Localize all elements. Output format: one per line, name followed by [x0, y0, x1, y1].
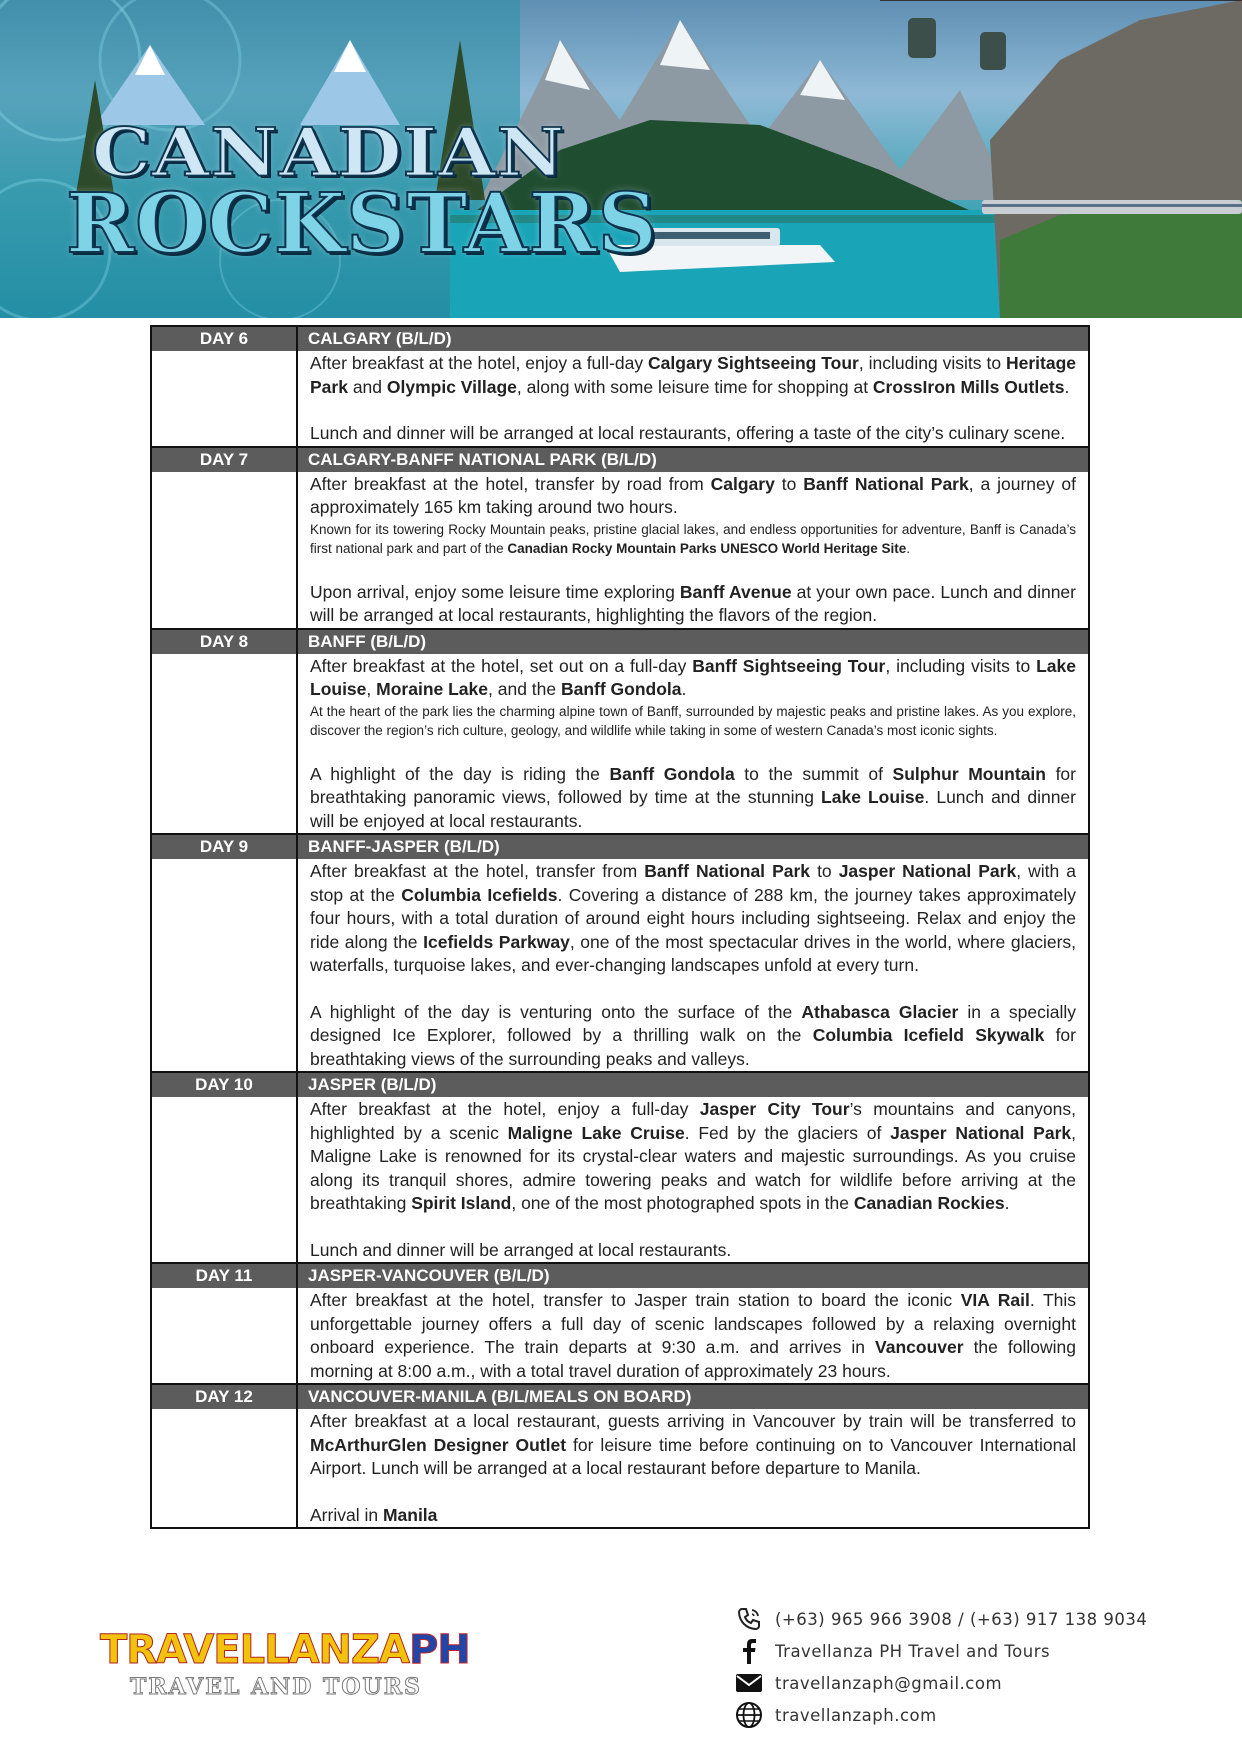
highlight-text: Manila	[382, 1504, 438, 1525]
text-run: . Fed by the glaciers of	[684, 1122, 891, 1143]
brand-title-canadian: CANADIAN	[92, 114, 566, 192]
day-header	[152, 1262, 1088, 1288]
highlight-text: Moraine Lake	[376, 679, 488, 699]
day-body-spacer	[152, 351, 298, 446]
text-run: Arrival in	[310, 1504, 383, 1525]
day-body-spacer	[152, 1097, 298, 1262]
contact-email[interactable]	[733, 1667, 1147, 1699]
day-header	[152, 1383, 1088, 1409]
highlight-text: Banff Sightseeing Tour	[692, 655, 886, 676]
day-paragraph	[310, 352, 1076, 399]
text-run: Upon arrival, enjoy some leisure time exploring	[310, 581, 680, 602]
day-label: DAY 7	[152, 448, 298, 472]
text-run: , and the	[488, 679, 561, 699]
day-label: DAY 8	[152, 630, 298, 654]
phone-icon	[733, 1603, 765, 1635]
day-label: DAY 12	[152, 1385, 298, 1409]
day-body-spacer	[152, 1409, 298, 1527]
text-run: , Maligne Lake is renowned for its crystal-clear waters and majestic surroundings. As you cruise along its tranquil shores, admire towering peaks and watch for wildlife before arriving at the breathtaking	[310, 1122, 1076, 1213]
email-icon	[733, 1667, 765, 1699]
text-run: to	[810, 861, 839, 881]
text-run: Lunch and dinner will be arranged at local restaurants, offering a taste of the city’s culinary scene.	[310, 423, 1066, 443]
day-header	[152, 446, 1088, 472]
day-label: DAY 10	[152, 1073, 298, 1097]
text-run: the following morning at 8:00 a.m., with a total travel duration of approximately 23 hours.	[310, 1337, 1076, 1381]
paragraph-gap	[310, 558, 1076, 581]
highlight-text: VIA Rail	[960, 1290, 1030, 1310]
contact-facebook[interactable]	[733, 1635, 1147, 1667]
text-run: . Covering a distance of 288 km, the journey takes approximately four hours, with a total duration of around eight hours including sightseeing. Relax and enjoy the ride along the	[310, 884, 1076, 952]
contact-phone-text: (+63) 965 966 3908 / (+63) 917 138 9034	[775, 1609, 1148, 1629]
contact-list	[733, 1603, 1147, 1731]
day-title: VANCOUVER-MANILA (B/L/MEALS ON BOARD)	[308, 1387, 692, 1406]
text-run: to	[774, 473, 804, 494]
highlight-text: Olympic Village	[386, 376, 517, 397]
text-run: After breakfast at the hotel, transfer to Jasper train station to board the iconic	[310, 1290, 961, 1310]
text-run: .	[681, 679, 687, 699]
highlight-text: Spirit Island	[411, 1193, 512, 1213]
day-title: CALGARY-BANFF NATIONAL PARK (B/L/D)	[308, 449, 657, 469]
day-body	[152, 1097, 1088, 1262]
day-header	[152, 628, 1088, 654]
highlight-text: Lake Louise	[821, 787, 925, 807]
day-body	[152, 1409, 1088, 1527]
text-run: Known for its towering Rocky Mountain peaks, pristine glacial lakes, and endless opportunities for adventure, Banff is Canada’s first national park and part of the	[310, 521, 1076, 556]
highlight-text: Banff National Park	[644, 861, 811, 881]
company-logo	[100, 1628, 470, 1700]
text-run: to the summit of	[734, 763, 893, 784]
day-body-spacer	[152, 1288, 298, 1383]
text-run: , including visits to	[858, 353, 1006, 373]
day-body	[152, 1288, 1088, 1383]
text-run: and	[347, 376, 387, 397]
day-paragraph	[310, 1098, 1076, 1216]
day-note-paragraph	[310, 702, 1076, 740]
text-run: After breakfast at the hotel, transfer by road from	[310, 473, 711, 494]
contact-facebook-text: Travellanza PH Travel and Tours	[775, 1641, 1051, 1661]
highlight-text: Canadian Rocky Mountain Parks UNESCO World Heritage Site	[507, 540, 907, 556]
text-run: ’s mountains and canyons, highlighted by a scenic	[310, 1099, 1077, 1143]
day-label: DAY 6	[152, 327, 298, 351]
day-paragraph	[310, 860, 1076, 978]
day-paragraph	[310, 473, 1076, 520]
text-run: at your own pace. Lunch and dinner will be arranged at local restaurants, highlighting the flavors of the region.	[310, 581, 1076, 625]
highlight-text: Lake Louise	[310, 655, 1076, 699]
text-run: for breathtaking panoramic views, followed by time at the stunning	[310, 763, 1076, 807]
text-run: , including visits to	[885, 655, 1037, 676]
text-run: .	[1004, 1193, 1010, 1213]
text-run: in a specially designed Ice Explorer, followed by a thrilling walk on the	[310, 1001, 1076, 1045]
day-body	[152, 472, 1088, 628]
highlight-text: McArthurGlen Designer Outlet	[310, 1434, 567, 1455]
day-note-paragraph	[310, 520, 1076, 558]
text-run: , a journey of approximately 165 km taking around two hours.	[310, 473, 1077, 517]
highlight-text: Heritage Park	[310, 353, 1077, 397]
highlight-text: Vancouver	[875, 1337, 964, 1357]
day-body-spacer	[152, 472, 298, 628]
day-description	[298, 654, 1088, 834]
logo-ph-text: PH	[408, 1627, 470, 1673]
highlight-text: Banff National Park	[803, 473, 969, 494]
day-body	[152, 351, 1088, 446]
highlight-text: Jasper National Park	[838, 861, 1017, 881]
highlight-text: Banff Gondola	[609, 763, 735, 784]
day-header	[152, 1071, 1088, 1097]
text-run: for leisure time before continuing on to Vancouver International Airport. Lunch will be arranged at a local restaurant before departure to Manila.	[310, 1434, 1076, 1478]
paragraph-gap	[310, 740, 1076, 763]
day-paragraph	[310, 763, 1076, 834]
day-description	[298, 859, 1088, 1071]
text-run: ,	[366, 679, 377, 699]
day-title: BANFF (B/L/D)	[308, 631, 427, 651]
facebook-icon	[733, 1635, 765, 1667]
highlight-text: Calgary	[710, 473, 775, 494]
text-run: A highlight of the day is riding the	[310, 763, 610, 784]
text-run: . This unforgettable journey offers a full day of scenic landscapes followed by a relaxing overnight onboard experience. The train departs at 9:30 a.m. and arrives in	[310, 1290, 1077, 1357]
day-paragraph	[310, 1289, 1076, 1383]
day-title: JASPER-VANCOUVER (B/L/D)	[308, 1266, 550, 1285]
highlight-text: Columbia Icefields	[401, 884, 558, 905]
day-body-spacer	[152, 654, 298, 834]
contact-phone	[733, 1603, 1147, 1635]
highlight-text: Athabasca Glacier	[801, 1001, 959, 1022]
day-description	[298, 1097, 1088, 1262]
paragraph-gap	[310, 1481, 1076, 1504]
day-description	[298, 472, 1088, 628]
day-description	[298, 1409, 1088, 1527]
logo-wordmark	[100, 1628, 470, 1672]
text-run: , with a stop at the	[310, 861, 1076, 905]
highlight-text: Jasper City Tour	[699, 1099, 850, 1119]
text-run: At the heart of the park lies the charming alpine town of Banff, surrounded by majestic peaks and pristine lakes. As you explore, discover the region’s rich culture, geology, and wildlife while taking in some of western Canada’s most iconic sights.	[310, 703, 1076, 738]
highlight-text: Banff Avenue	[679, 581, 792, 602]
highlight-text: Calgary Sightseeing Tour	[648, 353, 859, 373]
paragraph-gap	[310, 978, 1076, 1001]
highlight-text: Canadian Rockies	[853, 1193, 1005, 1213]
day-paragraph	[310, 655, 1076, 702]
day-description	[298, 1288, 1088, 1383]
text-run: After breakfast at a local restaurant, guests arriving in Vancouver by train will be transferred to	[310, 1411, 1076, 1431]
text-run: for breathtaking views of the surrounding peaks and valleys.	[310, 1025, 1076, 1069]
day-paragraph	[310, 1001, 1076, 1072]
day-label: DAY 11	[152, 1264, 298, 1288]
day-description	[298, 351, 1088, 446]
day-paragraph	[310, 1410, 1076, 1481]
text-run: After breakfast at the hotel, transfer from	[310, 861, 645, 881]
paragraph-gap	[310, 399, 1076, 422]
highlight-text: Columbia Icefield Skywalk	[812, 1025, 1045, 1045]
logo-main-text: TRAVELLANZA	[100, 1627, 409, 1673]
text-run: , one of the most spectacular drives in the world, where glaciers, waterfalls, turquoise lakes, and ever-changing landscapes unfold at every turn.	[310, 931, 1077, 975]
text-run: , one of the most photographed spots in the	[511, 1193, 854, 1213]
text-run: , along with some leisure time for shopping at	[516, 376, 873, 397]
text-run: .	[906, 540, 910, 556]
day-label: DAY 9	[152, 835, 298, 859]
text-run: . Lunch and dinner will be enjoyed at local restaurants.	[310, 787, 1076, 831]
highlight-text: Sulphur Mountain	[892, 763, 1046, 784]
contact-website-text: travellanzaph.com	[775, 1705, 937, 1725]
header-banner	[0, 0, 1242, 318]
globe-icon	[733, 1699, 765, 1731]
brand-title-rockstars: ROCKSTARS	[66, 176, 658, 272]
text-run: Lunch and dinner will be arranged at local restaurants.	[310, 1239, 732, 1260]
itinerary-table	[150, 325, 1090, 1529]
highlight-text: CrossIron Mills Outlets	[872, 376, 1065, 397]
text-run: After breakfast at the hotel, enjoy a full-day	[310, 1099, 700, 1119]
day-paragraph	[310, 1239, 1076, 1263]
contact-email-text: travellanzaph@gmail.com	[775, 1673, 1003, 1693]
day-title: JASPER (B/L/D)	[308, 1075, 437, 1094]
day-header	[152, 833, 1088, 859]
day-body	[152, 859, 1088, 1071]
text-run: After breakfast at the hotel, enjoy a full-day	[310, 353, 649, 373]
paragraph-gap	[310, 1216, 1076, 1239]
day-title: BANFF-JASPER (B/L/D)	[308, 837, 500, 856]
highlight-text: Jasper National Park	[890, 1122, 1072, 1143]
text-run: .	[1064, 376, 1070, 397]
contact-website[interactable]	[733, 1699, 1147, 1731]
highlight-text: Maligne Lake Cruise	[507, 1122, 685, 1143]
day-header	[152, 327, 1088, 351]
day-paragraph	[310, 422, 1076, 446]
day-title: CALGARY (B/L/D)	[308, 329, 452, 348]
day-body-spacer	[152, 859, 298, 1071]
day-paragraph	[310, 581, 1076, 628]
text-run: A highlight of the day is venturing onto the surface of the	[310, 1001, 802, 1022]
day-body	[152, 654, 1088, 834]
highlight-text: Icefields Parkway	[423, 931, 570, 952]
day-paragraph	[310, 1504, 1076, 1528]
text-run: After breakfast at the hotel, set out on a full-day	[310, 655, 693, 676]
logo-subtitle: TRAVEL AND TOURS	[130, 1674, 422, 1700]
highlight-text: Banff Gondola	[560, 679, 682, 699]
